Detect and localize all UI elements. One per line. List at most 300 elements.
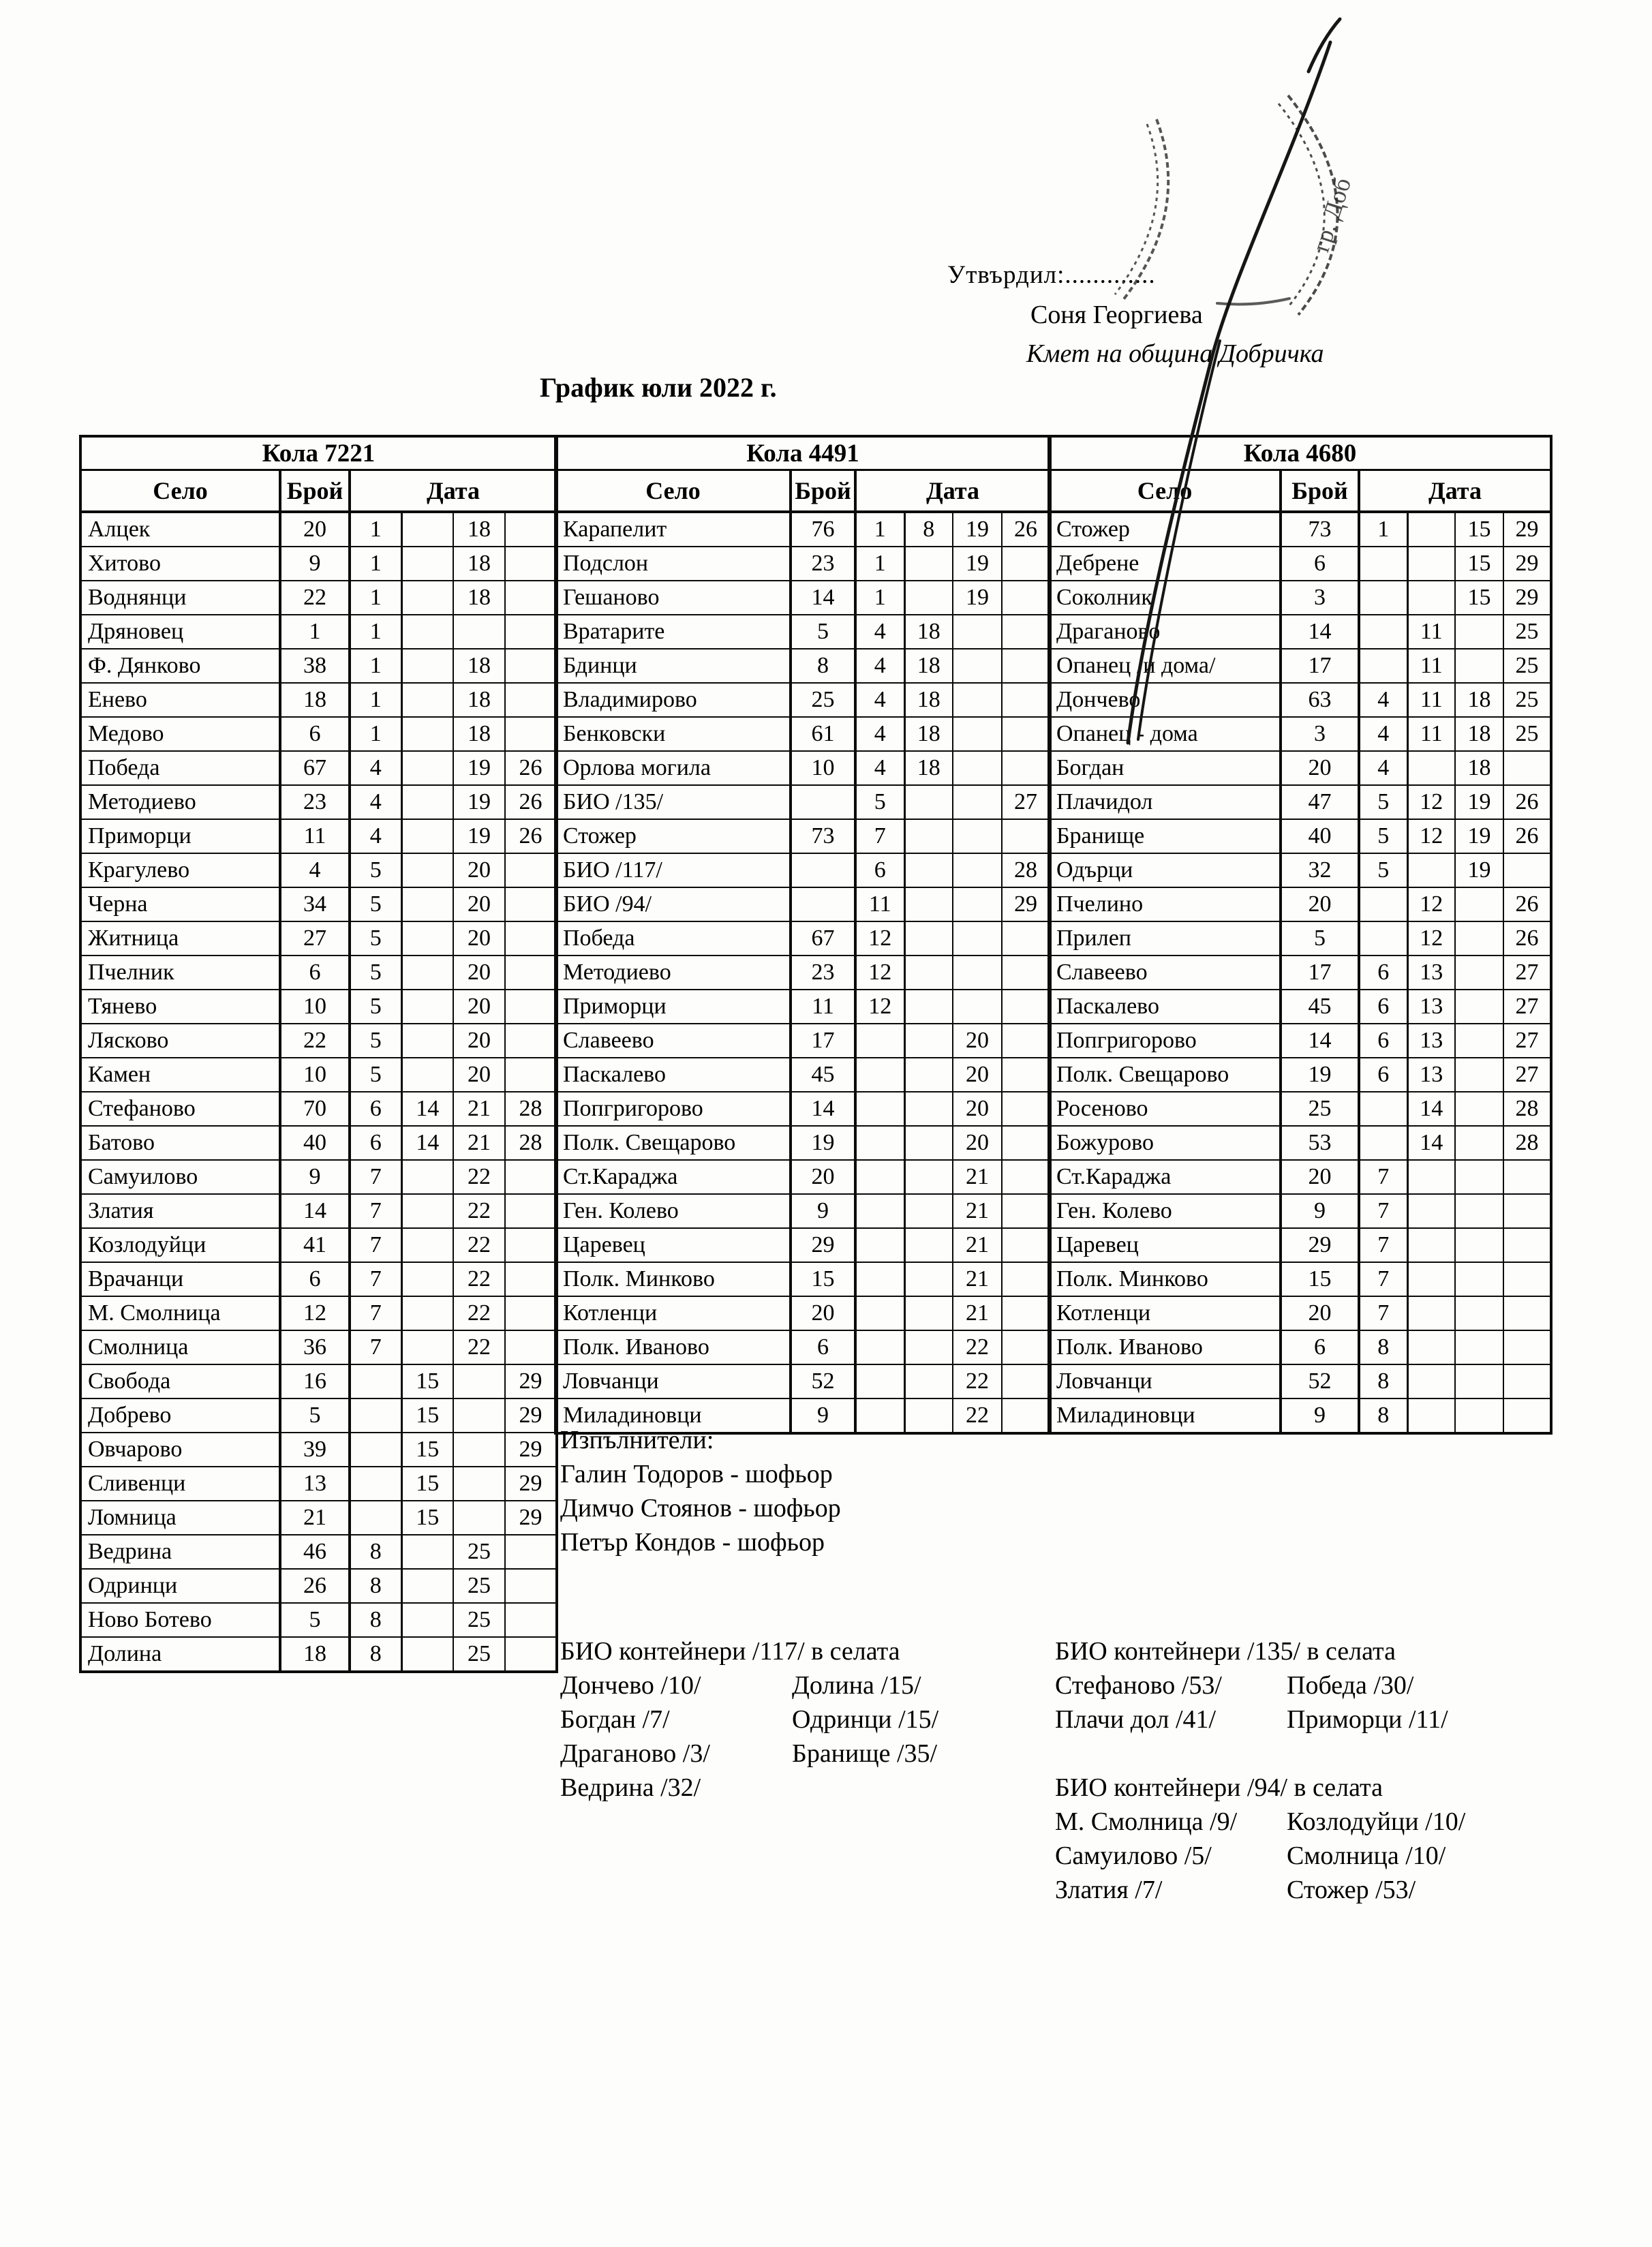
date-cell: 12 <box>855 956 904 990</box>
village-cell: Алцек <box>80 512 280 547</box>
village-cell: Котленци <box>1049 1296 1281 1330</box>
village-cell: Долина <box>80 1637 280 1672</box>
stamp-text: гр. Доб <box>1306 174 1357 256</box>
table-row <box>80 1433 557 1467</box>
date-cell: 15 <box>1455 512 1503 547</box>
date-cell: 19 <box>1455 853 1503 887</box>
table-row <box>80 819 557 853</box>
date-cell <box>505 1569 557 1603</box>
date-cell: 5 <box>350 887 401 921</box>
date-cell <box>904 1364 953 1398</box>
date-cell <box>401 990 453 1024</box>
village-cell: Златия <box>80 1194 280 1228</box>
date-cell: 18 <box>904 717 953 751</box>
village-cell: Свобода <box>80 1364 280 1398</box>
column-header-selo: Село <box>555 470 791 513</box>
date-cell <box>1359 921 1407 956</box>
table-row <box>555 649 1050 683</box>
executors-heading: Изпълнители: <box>560 1426 714 1454</box>
table-row <box>555 1092 1050 1126</box>
date-cell: 22 <box>953 1364 1002 1398</box>
count-cell: 14 <box>1281 615 1359 649</box>
date-cell <box>904 853 953 887</box>
date-cell: 13 <box>1407 956 1455 990</box>
village-cell: Ст.Караджа <box>555 1160 791 1194</box>
schedule-table-kola-7221 <box>79 435 558 1673</box>
village-cell: Ловчанци <box>555 1364 791 1398</box>
date-cell <box>1503 751 1551 785</box>
date-cell: 1 <box>350 615 401 649</box>
date-cell: 7 <box>1359 1194 1407 1228</box>
date-cell: 1 <box>1359 512 1407 547</box>
date-cell: 27 <box>1503 1058 1551 1092</box>
date-cell <box>1002 990 1050 1024</box>
date-cell <box>1002 717 1050 751</box>
date-cell: 21 <box>953 1194 1002 1228</box>
date-cell: 19 <box>453 785 505 819</box>
date-cell: 18 <box>453 547 505 581</box>
table-row <box>80 921 557 956</box>
village-cell: Ломница <box>80 1501 280 1535</box>
date-cell <box>904 1126 953 1160</box>
date-cell <box>505 1194 557 1228</box>
date-cell <box>1407 1228 1455 1262</box>
table-row <box>555 512 1050 547</box>
date-cell: 5 <box>1359 819 1407 853</box>
table-row <box>555 547 1050 581</box>
column-header-data: Дата <box>1359 470 1551 513</box>
date-cell <box>1503 1160 1551 1194</box>
date-cell: 12 <box>1407 785 1455 819</box>
count-cell: 20 <box>280 512 350 547</box>
date-cell: 19 <box>453 819 505 853</box>
table-row <box>555 1330 1050 1364</box>
date-cell <box>505 887 557 921</box>
date-cell: 5 <box>350 956 401 990</box>
village-cell: БИО /117/ <box>555 853 791 887</box>
bio-section-135 <box>1055 1634 1448 1737</box>
date-cell <box>904 1092 953 1126</box>
date-cell <box>401 956 453 990</box>
date-cell: 15 <box>401 1364 453 1398</box>
count-cell: 19 <box>791 1126 855 1160</box>
date-cell <box>855 1398 904 1433</box>
village-cell: Ст.Караджа <box>1049 1160 1281 1194</box>
date-cell: 29 <box>1002 887 1050 921</box>
date-cell <box>904 581 953 615</box>
bio-village-left: Ведрина /32/ <box>560 1773 701 1802</box>
date-cell <box>453 1501 505 1535</box>
date-cell <box>1455 1296 1503 1330</box>
village-cell: Ген. Колево <box>1049 1194 1281 1228</box>
table-row <box>80 1501 557 1535</box>
count-cell: 73 <box>791 819 855 853</box>
date-cell <box>1002 615 1050 649</box>
date-cell: 8 <box>1359 1330 1407 1364</box>
table-row <box>80 1569 557 1603</box>
date-cell: 18 <box>453 581 505 615</box>
date-cell <box>904 1058 953 1092</box>
date-cell: 19 <box>1455 819 1503 853</box>
village-cell: Житница <box>80 921 280 956</box>
date-cell <box>401 853 453 887</box>
date-cell: 5 <box>350 1024 401 1058</box>
date-cell: 11 <box>1407 683 1455 717</box>
date-cell <box>1455 921 1503 956</box>
date-cell: 7 <box>1359 1160 1407 1194</box>
count-cell: 15 <box>1281 1262 1359 1296</box>
date-cell <box>1002 956 1050 990</box>
village-cell: Ген. Колево <box>555 1194 791 1228</box>
date-cell: 4 <box>350 751 401 785</box>
count-cell: 5 <box>280 1398 350 1433</box>
count-cell <box>791 785 855 819</box>
date-cell <box>505 683 557 717</box>
signer-title: Кмет на община Добричка <box>1026 339 1324 368</box>
count-cell: 9 <box>1281 1398 1359 1433</box>
date-cell <box>1002 649 1050 683</box>
village-cell: Миладиновци <box>1049 1398 1281 1433</box>
count-cell: 10 <box>791 751 855 785</box>
count-cell: 63 <box>1281 683 1359 717</box>
table-row <box>1049 615 1551 649</box>
date-cell: 20 <box>453 1024 505 1058</box>
date-cell <box>505 853 557 887</box>
date-cell <box>1407 1194 1455 1228</box>
village-cell: Попгригорово <box>1049 1024 1281 1058</box>
count-cell: 6 <box>280 717 350 751</box>
date-cell <box>904 887 953 921</box>
table-row <box>80 649 557 683</box>
count-cell: 9 <box>791 1398 855 1433</box>
table-row <box>1049 1330 1551 1364</box>
table-row <box>1049 990 1551 1024</box>
date-cell: 22 <box>453 1262 505 1296</box>
date-cell: 7 <box>1359 1262 1407 1296</box>
date-cell <box>1503 853 1551 887</box>
date-cell <box>855 1058 904 1092</box>
table-row <box>1049 1262 1551 1296</box>
date-cell: 22 <box>953 1330 1002 1364</box>
date-cell: 20 <box>953 1058 1002 1092</box>
count-cell: 29 <box>1281 1228 1359 1262</box>
date-cell <box>1455 1024 1503 1058</box>
village-cell: Котленци <box>555 1296 791 1330</box>
date-cell <box>1002 1364 1050 1398</box>
date-cell: 15 <box>401 1398 453 1433</box>
count-cell: 25 <box>791 683 855 717</box>
date-cell <box>855 1228 904 1262</box>
date-cell: 21 <box>953 1296 1002 1330</box>
village-cell: Бранище <box>1049 819 1281 853</box>
table-row <box>80 990 557 1024</box>
date-cell: 13 <box>1407 1024 1455 1058</box>
table-row <box>1049 1160 1551 1194</box>
date-cell: 20 <box>953 1126 1002 1160</box>
date-cell <box>1455 887 1503 921</box>
bio-village-left: Златия /7/ <box>1055 1876 1163 1904</box>
count-cell: 38 <box>280 649 350 683</box>
date-cell <box>953 649 1002 683</box>
table-row <box>555 853 1050 887</box>
date-cell <box>904 1228 953 1262</box>
date-cell: 25 <box>1503 649 1551 683</box>
date-cell: 18 <box>904 751 953 785</box>
table-row <box>1049 956 1551 990</box>
bio-row <box>560 1737 938 1771</box>
village-cell: Тянево <box>80 990 280 1024</box>
date-cell: 26 <box>505 819 557 853</box>
date-cell <box>1503 1262 1551 1296</box>
date-cell <box>1407 1364 1455 1398</box>
date-cell <box>953 887 1002 921</box>
date-cell: 12 <box>1407 887 1455 921</box>
count-cell: 14 <box>791 581 855 615</box>
count-cell: 5 <box>1281 921 1359 956</box>
date-cell <box>855 1330 904 1364</box>
count-cell: 23 <box>791 956 855 990</box>
column-header-data: Дата <box>855 470 1050 513</box>
date-cell <box>1503 1194 1551 1228</box>
date-cell <box>505 1228 557 1262</box>
date-cell: 8 <box>350 1569 401 1603</box>
table-row <box>555 751 1050 785</box>
date-cell <box>1455 1160 1503 1194</box>
date-cell: 22 <box>453 1330 505 1364</box>
bio-row <box>560 1668 938 1702</box>
table-row <box>80 1330 557 1364</box>
count-cell: 9 <box>280 1160 350 1194</box>
table-row <box>80 1194 557 1228</box>
date-cell <box>1455 1092 1503 1126</box>
date-cell <box>1503 1364 1551 1398</box>
village-cell: Крагулево <box>80 853 280 887</box>
bio-row <box>560 1771 938 1805</box>
date-cell: 15 <box>1455 581 1503 615</box>
count-cell: 18 <box>280 1637 350 1672</box>
count-cell: 9 <box>791 1194 855 1228</box>
date-cell <box>1359 1092 1407 1126</box>
count-cell: 12 <box>280 1296 350 1330</box>
date-cell: 18 <box>453 717 505 751</box>
date-cell: 11 <box>855 887 904 921</box>
date-cell <box>453 1467 505 1501</box>
village-cell: Пчелник <box>80 956 280 990</box>
count-cell: 52 <box>791 1364 855 1398</box>
village-cell: Енево <box>80 683 280 717</box>
village-cell: Карапелит <box>555 512 791 547</box>
date-cell <box>904 1160 953 1194</box>
village-cell: Славеево <box>1049 956 1281 990</box>
village-cell: Полк. Иваново <box>555 1330 791 1364</box>
bio-village-right: Победа /30/ <box>1287 1671 1414 1700</box>
date-cell: 5 <box>350 921 401 956</box>
date-cell <box>855 1296 904 1330</box>
date-cell: 15 <box>1455 547 1503 581</box>
table-row <box>1049 1058 1551 1092</box>
date-cell <box>953 615 1002 649</box>
village-cell: Лясково <box>80 1024 280 1058</box>
date-cell: 5 <box>1359 853 1407 887</box>
date-cell <box>904 1398 953 1433</box>
table-row <box>1049 1024 1551 1058</box>
date-cell: 29 <box>1503 581 1551 615</box>
date-cell <box>401 683 453 717</box>
date-cell <box>401 1330 453 1364</box>
bio-village-right: Козлодуйци /10/ <box>1287 1807 1466 1836</box>
count-cell: 32 <box>1281 853 1359 887</box>
date-cell <box>505 1296 557 1330</box>
date-cell <box>1455 1398 1503 1433</box>
date-cell <box>453 1433 505 1467</box>
date-cell: 29 <box>505 1398 557 1433</box>
date-cell: 21 <box>953 1160 1002 1194</box>
date-cell <box>953 717 1002 751</box>
date-cell <box>1359 887 1407 921</box>
count-cell: 16 <box>280 1364 350 1398</box>
date-cell: 20 <box>453 887 505 921</box>
date-cell <box>505 1262 557 1296</box>
date-cell <box>401 1160 453 1194</box>
date-cell: 7 <box>350 1262 401 1296</box>
table-row <box>80 1058 557 1092</box>
date-cell <box>855 1194 904 1228</box>
date-cell: 19 <box>953 547 1002 581</box>
date-cell: 8 <box>1359 1398 1407 1433</box>
date-cell: 26 <box>1002 512 1050 547</box>
village-cell: Дончево <box>1049 683 1281 717</box>
bio-row <box>1055 1702 1448 1737</box>
table-row <box>1049 751 1551 785</box>
table-row <box>1049 853 1551 887</box>
date-cell: 26 <box>1503 921 1551 956</box>
date-cell <box>953 853 1002 887</box>
village-cell: Опанец - дома <box>1049 717 1281 751</box>
count-cell: 27 <box>280 921 350 956</box>
date-cell: 7 <box>350 1296 401 1330</box>
village-cell: Методиево <box>80 785 280 819</box>
count-cell: 20 <box>1281 751 1359 785</box>
table-row <box>80 785 557 819</box>
date-cell <box>1455 1228 1503 1262</box>
date-cell <box>1359 615 1407 649</box>
village-cell: Царевец <box>555 1228 791 1262</box>
village-cell: Врачанци <box>80 1262 280 1296</box>
executor-name: Галин Тодоров - шофьор <box>560 1460 833 1488</box>
date-cell <box>855 1092 904 1126</box>
date-cell <box>401 921 453 956</box>
table-row <box>555 615 1050 649</box>
date-cell: 5 <box>855 785 904 819</box>
date-cell: 6 <box>1359 956 1407 990</box>
date-cell: 12 <box>855 990 904 1024</box>
date-cell <box>1002 1092 1050 1126</box>
count-cell: 25 <box>1281 1092 1359 1126</box>
date-cell <box>1002 1058 1050 1092</box>
count-cell: 40 <box>280 1126 350 1160</box>
signer-name: Соня Георгиева <box>1030 301 1203 329</box>
table-row <box>1049 921 1551 956</box>
table-row <box>555 887 1050 921</box>
date-cell <box>1455 1364 1503 1398</box>
date-cell: 18 <box>453 512 505 547</box>
date-cell: 7 <box>350 1330 401 1364</box>
date-cell <box>505 921 557 956</box>
village-cell: Овчарово <box>80 1433 280 1467</box>
date-cell: 27 <box>1002 785 1050 819</box>
date-cell <box>953 751 1002 785</box>
count-cell: 6 <box>280 1262 350 1296</box>
count-cell: 6 <box>1281 1330 1359 1364</box>
date-cell: 25 <box>1503 717 1551 751</box>
table-row <box>80 956 557 990</box>
date-cell <box>401 751 453 785</box>
date-cell <box>1002 1024 1050 1058</box>
bio-village-right: Стожер /53/ <box>1287 1876 1416 1904</box>
table-row <box>1049 1398 1551 1433</box>
bio-section-title: БИО контейнери /135/ в селата <box>1055 1637 1396 1666</box>
bio-row <box>1055 1805 1465 1839</box>
date-cell: 1 <box>350 649 401 683</box>
village-cell: Опанец /и дома/ <box>1049 649 1281 683</box>
count-cell: 36 <box>280 1330 350 1364</box>
village-cell: Стефаново <box>80 1092 280 1126</box>
count-cell: 70 <box>280 1092 350 1126</box>
table-row <box>80 1160 557 1194</box>
page-title: График юли 2022 г. <box>540 372 777 403</box>
bio-section-title: БИО контейнери /117/ в селата <box>560 1637 900 1666</box>
date-cell <box>401 512 453 547</box>
count-cell: 20 <box>1281 1160 1359 1194</box>
date-cell <box>401 785 453 819</box>
date-cell <box>1002 819 1050 853</box>
table-row <box>80 1024 557 1058</box>
table-row <box>80 1603 557 1637</box>
column-header-broy: Брой <box>1281 470 1359 513</box>
village-cell: Полк. Иваново <box>1049 1330 1281 1364</box>
village-cell: Соколник <box>1049 581 1281 615</box>
village-cell: Воднянци <box>80 581 280 615</box>
table-row <box>555 683 1050 717</box>
village-cell: Приморци <box>555 990 791 1024</box>
village-cell: Росеново <box>1049 1092 1281 1126</box>
bio-village-left: Богдан /7/ <box>560 1705 670 1734</box>
count-cell: 5 <box>791 615 855 649</box>
count-cell: 41 <box>280 1228 350 1262</box>
date-cell: 1 <box>855 581 904 615</box>
table-row <box>80 1092 557 1126</box>
count-cell: 45 <box>791 1058 855 1092</box>
date-cell: 18 <box>1455 683 1503 717</box>
village-cell: Камен <box>80 1058 280 1092</box>
date-cell: 6 <box>350 1092 401 1126</box>
date-cell <box>1455 956 1503 990</box>
date-cell: 8 <box>904 512 953 547</box>
date-cell: 1 <box>855 512 904 547</box>
date-cell <box>1407 1330 1455 1364</box>
date-cell <box>453 615 505 649</box>
date-cell: 4 <box>855 683 904 717</box>
date-cell: 6 <box>1359 1024 1407 1058</box>
date-cell: 20 <box>453 1058 505 1092</box>
date-cell: 12 <box>855 921 904 956</box>
date-cell <box>1455 1262 1503 1296</box>
date-cell <box>953 921 1002 956</box>
date-cell: 25 <box>1503 683 1551 717</box>
date-cell: 7 <box>350 1160 401 1194</box>
table-title: Кола 4680 <box>1049 436 1551 470</box>
village-cell: Полк. Минково <box>555 1262 791 1296</box>
